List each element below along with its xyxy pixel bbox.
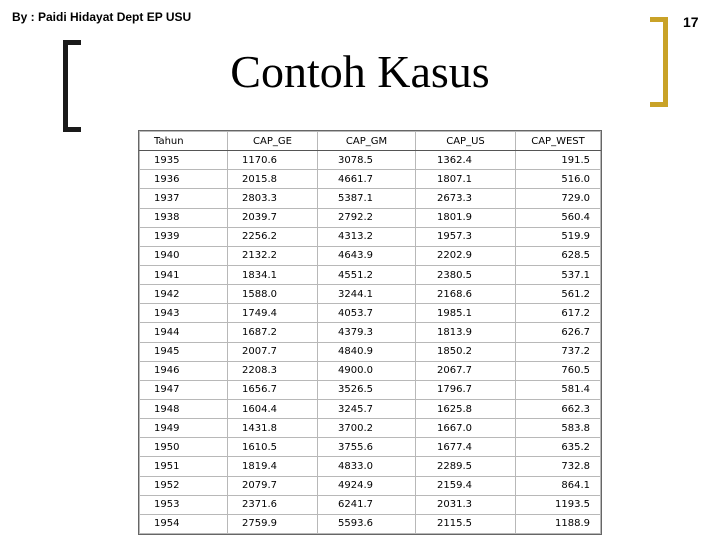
table-cell: 1656.7 — [228, 380, 318, 399]
table-cell: 737.2 — [516, 342, 601, 361]
table-cell: 4643.9 — [318, 246, 416, 265]
table-row — [140, 246, 601, 265]
column-header: CAP_US — [416, 132, 516, 151]
table-row — [140, 361, 601, 380]
table-header-row — [140, 132, 601, 151]
table-row — [140, 208, 601, 227]
table-cell: 2803.3 — [228, 189, 318, 208]
slide-number: 17 — [683, 14, 699, 30]
table-cell: 3245.7 — [318, 399, 416, 418]
table-cell: 2015.8 — [228, 170, 318, 189]
table-cell: 1935 — [140, 151, 228, 170]
table-cell: 4840.9 — [318, 342, 416, 361]
table-cell: 2115.5 — [416, 514, 516, 533]
table-cell: 4551.2 — [318, 265, 416, 284]
table-cell: 1945 — [140, 342, 228, 361]
table-cell: 4661.7 — [318, 170, 416, 189]
table-cell: 2159.4 — [416, 476, 516, 495]
column-header: Tahun — [140, 132, 228, 151]
table-cell: 1940 — [140, 246, 228, 265]
table-cell: 2256.2 — [228, 227, 318, 246]
table-cell: 1946 — [140, 361, 228, 380]
table-cell: 3526.5 — [318, 380, 416, 399]
table-row — [140, 151, 601, 170]
table-cell: 2289.5 — [416, 457, 516, 476]
table-cell: 1796.7 — [416, 380, 516, 399]
table-cell: 2168.6 — [416, 285, 516, 304]
table-cell: 1604.4 — [228, 399, 318, 418]
table-row — [140, 265, 601, 284]
table-cell: 864.1 — [516, 476, 601, 495]
table-cell: 4833.0 — [318, 457, 416, 476]
table-cell: 1813.9 — [416, 323, 516, 342]
table-cell: 3755.6 — [318, 438, 416, 457]
table-row — [140, 342, 601, 361]
table-cell: 2031.3 — [416, 495, 516, 514]
table-cell: 1954 — [140, 514, 228, 533]
table-cell: 4900.0 — [318, 361, 416, 380]
table-cell: 5387.1 — [318, 189, 416, 208]
table-cell: 1937 — [140, 189, 228, 208]
table-cell: 1819.4 — [228, 457, 318, 476]
table-cell: 516.0 — [516, 170, 601, 189]
table-cell: 1949 — [140, 419, 228, 438]
table-cell: 1625.8 — [416, 399, 516, 418]
table-cell: 191.5 — [516, 151, 601, 170]
table-body — [140, 151, 601, 534]
table-cell: 1588.0 — [228, 285, 318, 304]
table-cell: 1850.2 — [416, 342, 516, 361]
table-row — [140, 419, 601, 438]
table-cell: 760.5 — [516, 361, 601, 380]
table-cell: 635.2 — [516, 438, 601, 457]
column-header: CAP_WEST — [516, 132, 601, 151]
table-cell: 537.1 — [516, 265, 601, 284]
column-header: CAP_GE — [228, 132, 318, 151]
table-cell: 1431.8 — [228, 419, 318, 438]
table-cell: 1947 — [140, 380, 228, 399]
table-cell: 6241.7 — [318, 495, 416, 514]
table-cell: 581.4 — [516, 380, 601, 399]
table-cell: 1749.4 — [228, 304, 318, 323]
table-cell: 1952 — [140, 476, 228, 495]
table-row — [140, 323, 601, 342]
table-cell: 1170.6 — [228, 151, 318, 170]
table-cell: 1193.5 — [516, 495, 601, 514]
table-cell: 1188.9 — [516, 514, 601, 533]
table-cell: 560.4 — [516, 208, 601, 227]
table-cell: 583.8 — [516, 419, 601, 438]
table-cell: 1942 — [140, 285, 228, 304]
table-cell: 626.7 — [516, 323, 601, 342]
table-cell: 1362.4 — [416, 151, 516, 170]
table-row — [140, 457, 601, 476]
table-cell: 1834.1 — [228, 265, 318, 284]
table-cell: 4379.3 — [318, 323, 416, 342]
table-row — [140, 438, 601, 457]
table-cell: 1936 — [140, 170, 228, 189]
table-cell: 3244.1 — [318, 285, 416, 304]
table-row — [140, 476, 601, 495]
table-row — [140, 495, 601, 514]
table-cell: 732.8 — [516, 457, 601, 476]
table-cell: 2759.9 — [228, 514, 318, 533]
table-cell: 1943 — [140, 304, 228, 323]
table-cell: 2673.3 — [416, 189, 516, 208]
table-cell: 561.2 — [516, 285, 601, 304]
table-cell: 1610.5 — [228, 438, 318, 457]
table-row — [140, 285, 601, 304]
table-cell: 662.3 — [516, 399, 601, 418]
table-cell: 1950 — [140, 438, 228, 457]
table-cell: 1677.4 — [416, 438, 516, 457]
table-cell: 1807.1 — [416, 170, 516, 189]
table-cell: 5593.6 — [318, 514, 416, 533]
slide-title: Contoh Kasus — [230, 46, 490, 97]
table-row — [140, 399, 601, 418]
column-header: CAP_GM — [318, 132, 416, 151]
table-cell: 628.5 — [516, 246, 601, 265]
table-cell: 519.9 — [516, 227, 601, 246]
table-cell: 1667.0 — [416, 419, 516, 438]
table-cell: 2380.5 — [416, 265, 516, 284]
table-cell: 729.0 — [516, 189, 601, 208]
table-row — [140, 170, 601, 189]
table-cell: 1951 — [140, 457, 228, 476]
table-cell: 2371.6 — [228, 495, 318, 514]
table-cell: 1985.1 — [416, 304, 516, 323]
table-cell: 2007.7 — [228, 342, 318, 361]
table-cell: 2067.7 — [416, 361, 516, 380]
table-cell: 1941 — [140, 265, 228, 284]
table-cell: 617.2 — [516, 304, 601, 323]
table-cell: 4313.2 — [318, 227, 416, 246]
table-row — [140, 227, 601, 246]
table-cell: 1948 — [140, 399, 228, 418]
table-cell: 1939 — [140, 227, 228, 246]
author-byline: By : Paidi Hidayat Dept EP USU — [12, 10, 192, 24]
table-cell: 2202.9 — [416, 246, 516, 265]
table-cell: 3700.2 — [318, 419, 416, 438]
table-cell: 2792.2 — [318, 208, 416, 227]
table-cell: 2039.7 — [228, 208, 318, 227]
data-table — [139, 131, 601, 534]
table-cell: 1801.9 — [416, 208, 516, 227]
table-cell: 1957.3 — [416, 227, 516, 246]
table-cell: 1953 — [140, 495, 228, 514]
table-cell: 3078.5 — [318, 151, 416, 170]
table-row — [140, 189, 601, 208]
table-cell: 2079.7 — [228, 476, 318, 495]
table-cell: 1687.2 — [228, 323, 318, 342]
table-cell: 2132.2 — [228, 246, 318, 265]
table-cell: 4924.9 — [318, 476, 416, 495]
table-row — [140, 304, 601, 323]
table-cell: 1938 — [140, 208, 228, 227]
table-cell: 4053.7 — [318, 304, 416, 323]
table-cell: 1944 — [140, 323, 228, 342]
table-cell: 2208.3 — [228, 361, 318, 380]
table-row — [140, 514, 601, 533]
table-row — [140, 380, 601, 399]
